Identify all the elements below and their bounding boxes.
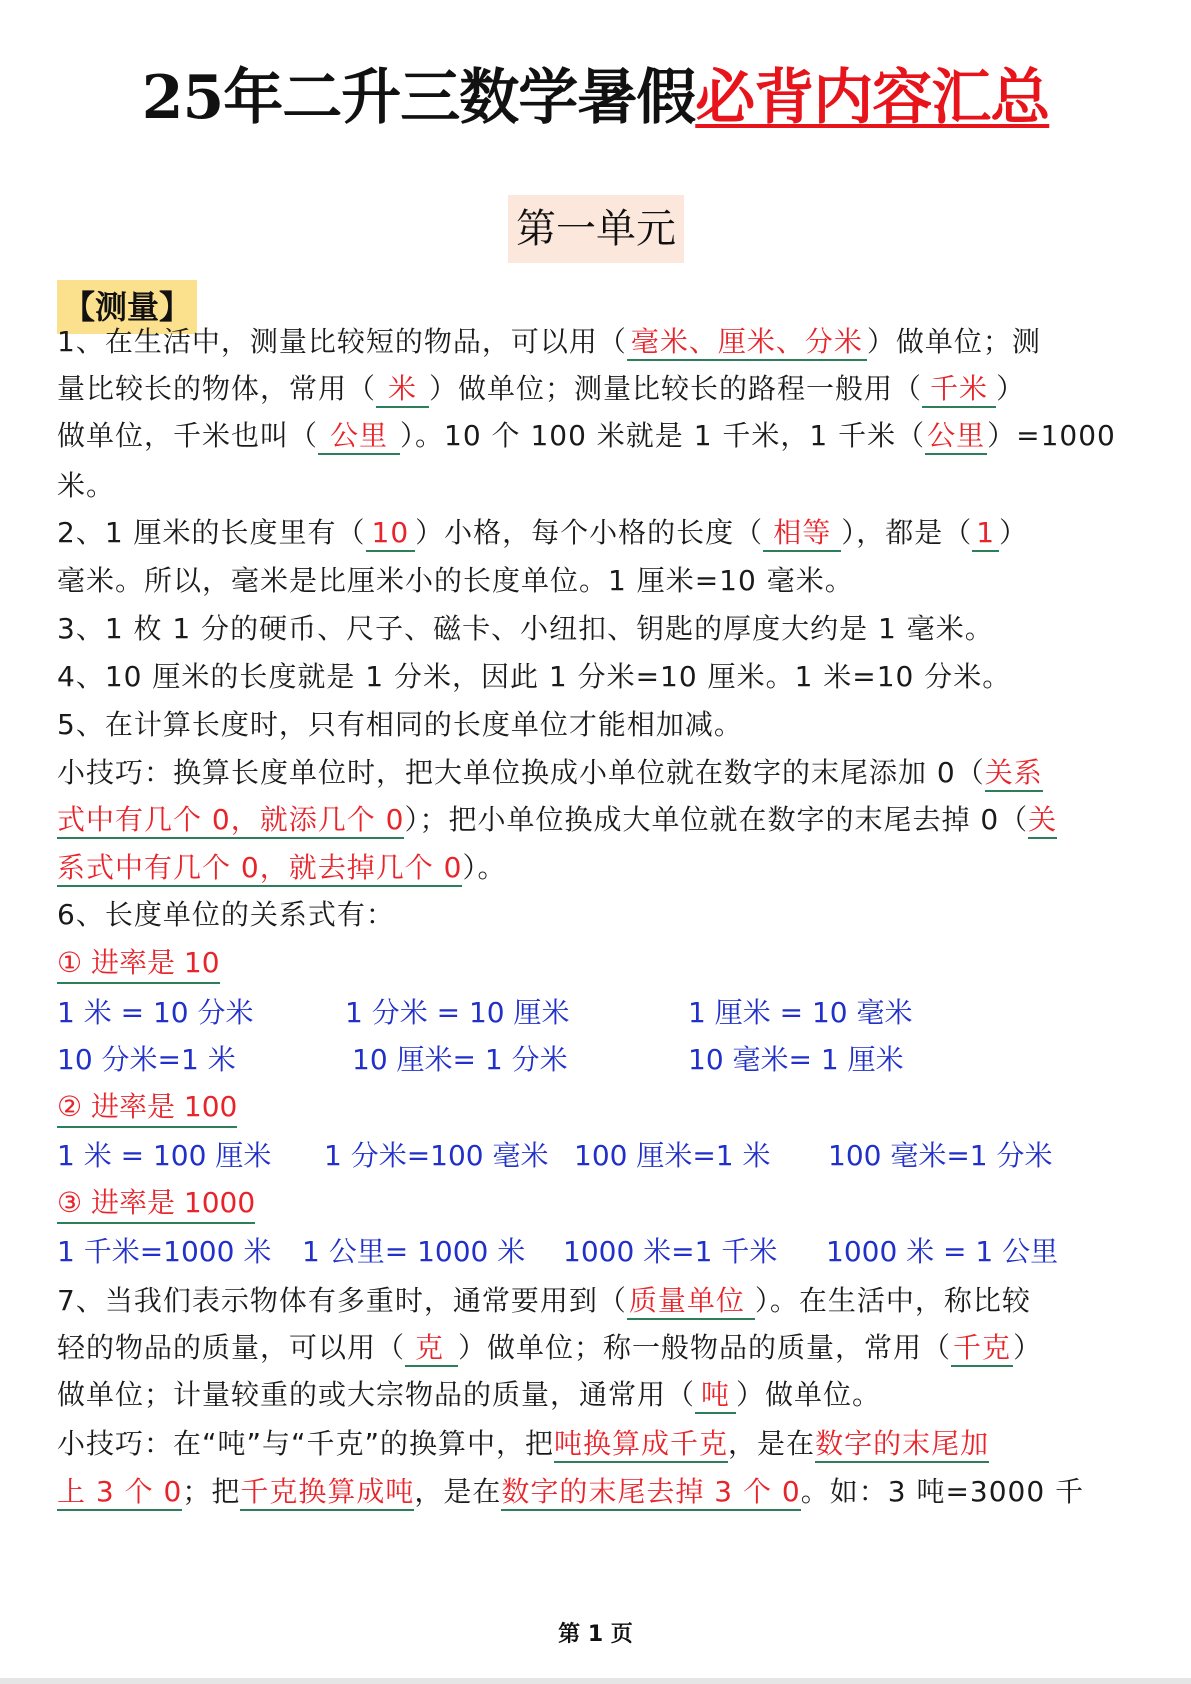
red-highlight: 关 [1028, 803, 1057, 839]
equation: 1000 米 = 1 公里 [826, 1235, 1059, 1268]
page-title-highlight: 必背内容汇总 [695, 63, 1050, 133]
text: ）；把小单位换成大单位就在数字的末尾去掉 0（ [404, 803, 1029, 836]
text: ；把 [182, 1475, 241, 1508]
item1-line3 [57, 416, 1137, 456]
rate-heading-1000: ③ 进率是 1000 [57, 1184, 255, 1224]
equation: 1 分米=100 毫米 [324, 1139, 549, 1172]
text: ）。在生活中，称比较 [754, 1284, 1031, 1317]
answer-blank: 毫米、厘米、分米 [627, 325, 867, 361]
equation: 100 毫米=1 分米 [828, 1139, 1053, 1172]
equation: 1 千米=1000 米 [57, 1235, 272, 1268]
text: ）做单位；称一般物品的质量，常用（ [458, 1331, 952, 1364]
red-highlight: 式中有几个 0，就添几个 0 [57, 803, 404, 839]
item7-line3 [57, 1375, 1137, 1415]
item3: 3、1 枚 1 分的硬币、尺子、磁卡、小纽扣、钥匙的厚度大约是 1 毫米。 [57, 612, 994, 645]
text: ，是在 [414, 1475, 502, 1508]
answer-blank: 克 [405, 1331, 458, 1367]
unit-title: 第一单元 [508, 195, 684, 263]
item5: 5、在计算长度时，只有相同的长度单位才能相加减。 [57, 708, 743, 741]
equation: 10 分米=1 米 [57, 1043, 236, 1076]
equation: 1000 米=1 千米 [563, 1235, 778, 1268]
page-bottom-edge [0, 1678, 1191, 1684]
red-highlight: 关系 [985, 756, 1043, 792]
equation: 10 厘米= 1 分米 [352, 1043, 568, 1076]
equation: 1 分米 = 10 厘米 [345, 996, 570, 1029]
text: ）做单位；测 [866, 325, 1041, 358]
equation: 100 厘米=1 米 [574, 1139, 771, 1172]
equation: 1 米 = 10 分米 [57, 996, 254, 1029]
text: ）。10 个 100 米就是 1 千米，1 千米（ [400, 419, 926, 452]
equation: 1 米 = 100 厘米 [57, 1139, 272, 1172]
tip1-line2 [57, 800, 1137, 840]
answer-blank: 10 [366, 516, 416, 552]
text: 7、当我们表示物体有多重时，通常要用到（ [57, 1284, 627, 1317]
answer-blank: 质量单位 [627, 1284, 755, 1320]
text: ） [1013, 1331, 1043, 1364]
item6: 6、长度单位的关系式有： [57, 898, 395, 931]
item1-line1 [57, 322, 1137, 362]
answer-blank: 1 [972, 516, 999, 552]
text: 1、在生活中，测量比较短的物品，可以用（ [57, 325, 627, 358]
item1-line2 [57, 369, 1137, 409]
text: ） [999, 516, 1029, 549]
answer-blank: 千米 [922, 372, 996, 408]
text: 小技巧：在“吨”与“千克”的换算中，把 [57, 1427, 555, 1460]
text: 做单位，千米也叫（ [57, 419, 319, 452]
answer-blank: 公里 [318, 419, 400, 455]
page-title-main: 25年二升三数学暑假 [141, 63, 696, 133]
text: ）做单位。 [736, 1378, 882, 1411]
red-highlight: 数字的末尾去掉 3 个 0 [501, 1475, 800, 1511]
red-highlight: 吨换算成千克 [554, 1427, 728, 1463]
red-highlight: 千克换算成吨 [240, 1475, 414, 1511]
item2-line1 [57, 513, 1137, 553]
text: 2、1 厘米的长度里有（ [57, 516, 366, 549]
tip1-line1 [57, 753, 1137, 793]
text: ）小格，每个小格的长度（ [415, 516, 764, 549]
red-highlight: 数字的末尾加 [815, 1427, 989, 1463]
text: 量比较长的物体，常用（ [57, 372, 377, 405]
tip1-line3 [57, 848, 1137, 888]
text: ）做单位；测量比较长的路程一般用（ [429, 372, 923, 405]
answer-blank: 米 [376, 372, 429, 408]
answer-blank: 相等 [763, 516, 841, 552]
tip2-line1 [57, 1424, 1137, 1464]
item7-line1 [57, 1281, 1137, 1321]
text: ）。 [462, 851, 507, 884]
item4: 4、10 厘米的长度就是 1 分米，因此 1 分米=10 厘米。1 米=10 分米。 [57, 660, 1012, 693]
item1-line4: 米。 [57, 469, 116, 502]
red-highlight: 系式中有几个 0，就去掉几个 0 [57, 851, 462, 887]
text: 小技巧：换算长度单位时，把大单位换成小单位就在数字的末尾添加 0（ [57, 756, 985, 789]
answer-blank: 吨 [695, 1378, 736, 1414]
section-tag: 【测量】 [57, 280, 197, 334]
rate-heading-10: ① 进率是 10 [57, 944, 220, 984]
answer-blank: 公里 [925, 419, 987, 455]
red-highlight: 上 3 个 0 [57, 1475, 182, 1511]
text: ）=1000 [987, 419, 1116, 452]
text: ） [996, 372, 1026, 405]
text: 。如：3 吨=3000 千 [800, 1475, 1085, 1508]
item7-line2 [57, 1328, 1137, 1368]
answer-blank: 千克 [951, 1331, 1013, 1367]
text: ），都是（ [841, 516, 973, 549]
text: 做单位；计量较重的或大宗物品的质量，通常用（ [57, 1378, 696, 1411]
tip2-line2 [57, 1472, 1137, 1512]
equation: 10 毫米= 1 厘米 [688, 1043, 904, 1076]
text: ，是在 [728, 1427, 816, 1460]
page-title [0, 62, 1191, 134]
text: 轻的物品的质量，可以用（ [57, 1331, 406, 1364]
page-number: 第 1 页 [558, 1622, 633, 1647]
item2-line2: 毫米。所以，毫米是比厘米小的长度单位。1 厘米=10 毫米。 [57, 564, 854, 597]
rate-heading-100: ② 进率是 100 [57, 1088, 237, 1128]
equation: 1 厘米 = 10 毫米 [688, 996, 913, 1029]
equation: 1 公里= 1000 米 [302, 1235, 526, 1268]
